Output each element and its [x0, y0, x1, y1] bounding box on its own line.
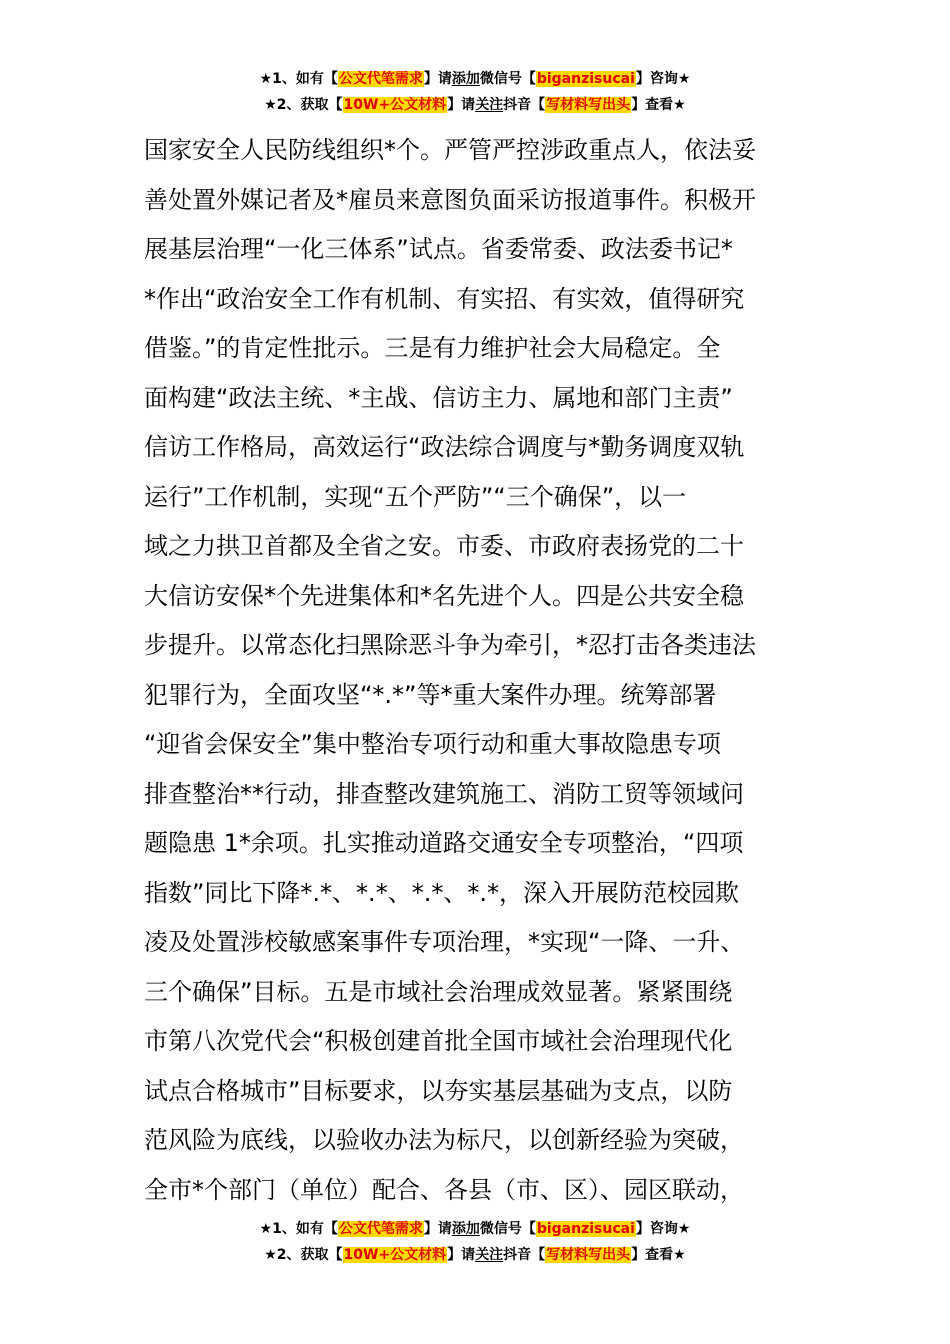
body-line: 大信访安保*个先进集体和*名先进个人。四是公共安全稳: [144, 581, 744, 610]
body-line: 借鉴。”的肯定性批示。三是有力维护社会大局稳定。全: [144, 334, 721, 362]
body-line: 三个确保”目标。五是市域社会治理成效显著。紧紧围绕: [144, 977, 733, 1006]
body-line: 凌及处置涉校敏感案事件专项治理，*实现“一降、一升、: [144, 928, 745, 956]
banner-text: 】咨询★: [635, 71, 691, 87]
banner-emphasis: 添加: [451, 71, 480, 87]
banner-highlight: 写材料写出头: [546, 97, 631, 113]
body-line: 步提升。以常态化扫黑除恶斗争为牵引，*忍打击各类违法: [144, 631, 756, 659]
body-line: 面构建“政法主统、*主战、信访主力、属地和部门主责”: [144, 383, 733, 412]
banner-highlight: 10W+公文材料: [343, 1247, 447, 1263]
body-line: 善处置外媒记者及*雇员来意图负面采访报道事件。积极开: [144, 185, 756, 214]
banner-text: 抖音【: [503, 1247, 546, 1263]
banner-emphasis: 关注: [475, 97, 504, 113]
banner-text: 】请: [447, 1247, 476, 1263]
banner-text: 】查看★: [631, 1247, 686, 1263]
body-line: 运行”工作机制，实现“五个严防”“三个确保”，以一: [144, 482, 687, 511]
body-line: 指数”同比下降*.*、*.*、*.*、*.*，深入开展防范校园欺: [144, 878, 739, 907]
banner-line-2: [0, 92, 950, 118]
banner-line-1: [0, 1216, 950, 1242]
banner-text: 】请: [447, 97, 476, 113]
body-line: 信访工作格局，高效运行“政法综合调度与*勤务调度双轨: [144, 433, 745, 461]
banner-line-2: [0, 1242, 950, 1268]
banner-highlight: biganzisucai: [536, 1221, 635, 1237]
banner-highlight: 写材料写出头: [546, 1247, 631, 1263]
document-body: [144, 126, 808, 1215]
banner-line-1: [0, 66, 950, 92]
banner-highlight: biganzisucai: [536, 71, 635, 87]
banner-highlight: 10W+公文材料: [343, 97, 447, 113]
body-line: 国家安全人民防线组织*个。严管严控涉政重点人，依法妥: [144, 136, 756, 164]
banner-emphasis: 添加: [451, 1221, 480, 1237]
banner-highlight: 公文代笔需求: [338, 71, 423, 87]
banner-text: ★1、如有【: [259, 1221, 338, 1237]
banner-text: 】咨询★: [635, 1221, 691, 1237]
banner-text: 抖音【: [503, 97, 546, 113]
banner-text: 】查看★: [631, 97, 686, 113]
body-line: 市第八次党代会“积极创建首批全国市域社会治理现代化: [144, 1027, 733, 1055]
banner-text: 微信号【: [479, 71, 536, 87]
body-line: 范风险为底线，以验收办法为标尺，以创新经验为突破，: [144, 1126, 744, 1154]
body-line: 犯罪行为，全面攻坚“*.*”等*重大案件办理。统筹部署: [144, 680, 717, 709]
banner-text: 】请: [423, 71, 452, 87]
body-line: *作出“政治安全工作有机制、有实招、有实效，值得研究: [144, 284, 745, 313]
footer-banner: [0, 1216, 950, 1268]
banner-emphasis: 关注: [475, 1247, 504, 1263]
body-line: 试点合格城市”目标要求，以夯实基层基础为支点，以防: [144, 1076, 733, 1105]
banner-text: ★2、获取【: [264, 97, 343, 113]
banner-text: ★2、获取【: [264, 1247, 343, 1263]
body-line: 排查整治**行动，排查整改建筑施工、消防工贸等领域问: [144, 779, 744, 808]
banner-highlight: 公文代笔需求: [338, 1221, 423, 1237]
body-line: 展基层治理“一化三体系”试点。省委常委、政法委书记*: [144, 235, 733, 263]
body-line: “迎省会保安全”集中整治专项行动和重大事故隐患专项: [144, 730, 721, 758]
header-banner: [0, 66, 950, 118]
body-line: 域之力拱卫首都及全省之安。市委、市政府表扬党的二十: [144, 532, 744, 560]
body-line: 题隐患 1*余项。扎实推动道路交通安全专项整治，“四项: [144, 829, 744, 857]
body-line: 全市*个部门（单位）配合、各县（市、区）、园区联动，: [144, 1175, 744, 1204]
banner-text: 微信号【: [479, 1221, 536, 1237]
banner-text: 】请: [423, 1221, 452, 1237]
banner-text: ★1、如有【: [259, 71, 338, 87]
